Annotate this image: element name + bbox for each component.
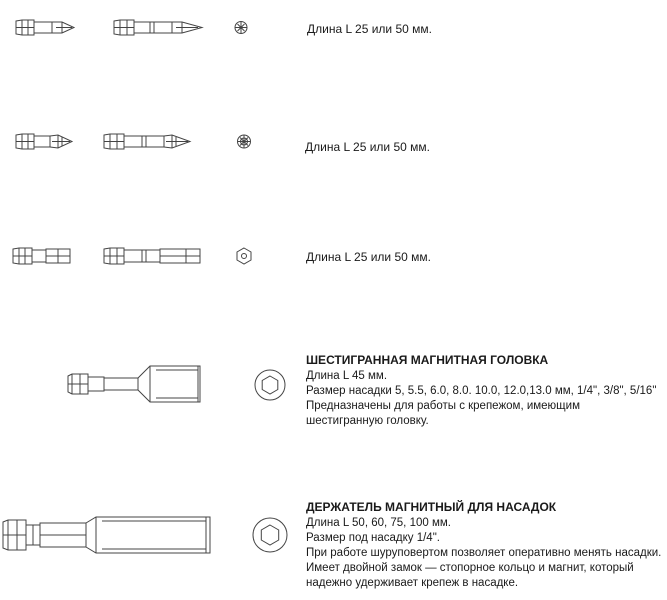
short-phillips-bit bbox=[16, 20, 74, 35]
long-pozidriv-bit bbox=[104, 134, 190, 149]
hex-tip-icon bbox=[237, 248, 251, 264]
magnetic-socket-drawing bbox=[0, 340, 300, 440]
holder-description bbox=[306, 500, 662, 591]
phillips-bit-row bbox=[0, 0, 667, 60]
phillips-tip-icon bbox=[235, 22, 247, 34]
pozidriv-bit-drawing bbox=[0, 120, 300, 180]
magnetic-socket-row bbox=[0, 340, 667, 440]
short-pozidriv-bit bbox=[16, 134, 72, 149]
holder-line-2: Имеет двойной замок — стопорное кольцо и магнит, который bbox=[306, 562, 634, 574]
holder-hex-opening-icon bbox=[253, 518, 287, 552]
pozidriv-bit-row bbox=[0, 120, 667, 180]
hex-bit-drawing bbox=[0, 235, 300, 285]
long-phillips-bit bbox=[114, 20, 202, 35]
socket-length: Длина L 45 мм. bbox=[306, 370, 388, 382]
holder-title: ДЕРЖАТЕЛЬ МАГНИТНЫЙ ДЛЯ НАСАДОК bbox=[306, 500, 557, 514]
socket-hex-opening-icon bbox=[255, 370, 285, 400]
holder-size: Размер под насадку 1/4". bbox=[306, 532, 440, 544]
holder-line-1: При работе шуруповертом позволяет оперативно менять насадки. bbox=[306, 547, 662, 559]
holder-length: Длина L 50, 60, 75, 100 мм. bbox=[306, 517, 451, 529]
phillips-length-text: Длина L 25 или 50 мм. bbox=[307, 22, 432, 36]
socket-title: ШЕСТИГРАННАЯ МАГНИТНАЯ ГОЛОВКА bbox=[306, 353, 549, 367]
magnetic-holder-row bbox=[0, 490, 667, 600]
socket-sizes: Размер насадки 5, 5.5, 6.0, 8.0. 10.0, 12.0,13.0 мм, 1/4", 3/8", 5/16" bbox=[306, 385, 657, 397]
holder-side-view bbox=[3, 517, 210, 553]
socket-purpose: Предназначены для работы с крепежом, имеющим шестигранную головку. bbox=[306, 400, 580, 427]
pozidriv-length-text: Длина L 25 или 50 мм. bbox=[305, 140, 430, 154]
socket-description bbox=[306, 353, 662, 429]
magnetic-holder-drawing bbox=[0, 490, 300, 600]
pozidriv-tip-icon bbox=[238, 135, 251, 148]
long-hex-bit bbox=[104, 248, 200, 264]
short-hex-bit bbox=[13, 248, 70, 264]
hex-length-text: Длина L 25 или 50 мм. bbox=[306, 250, 431, 264]
phillips-bit-drawing bbox=[0, 0, 300, 60]
hex-bit-row bbox=[0, 235, 667, 285]
socket-side-view bbox=[68, 366, 200, 402]
holder-line-3: надежно удерживает крепеж в насадке. bbox=[306, 577, 519, 589]
